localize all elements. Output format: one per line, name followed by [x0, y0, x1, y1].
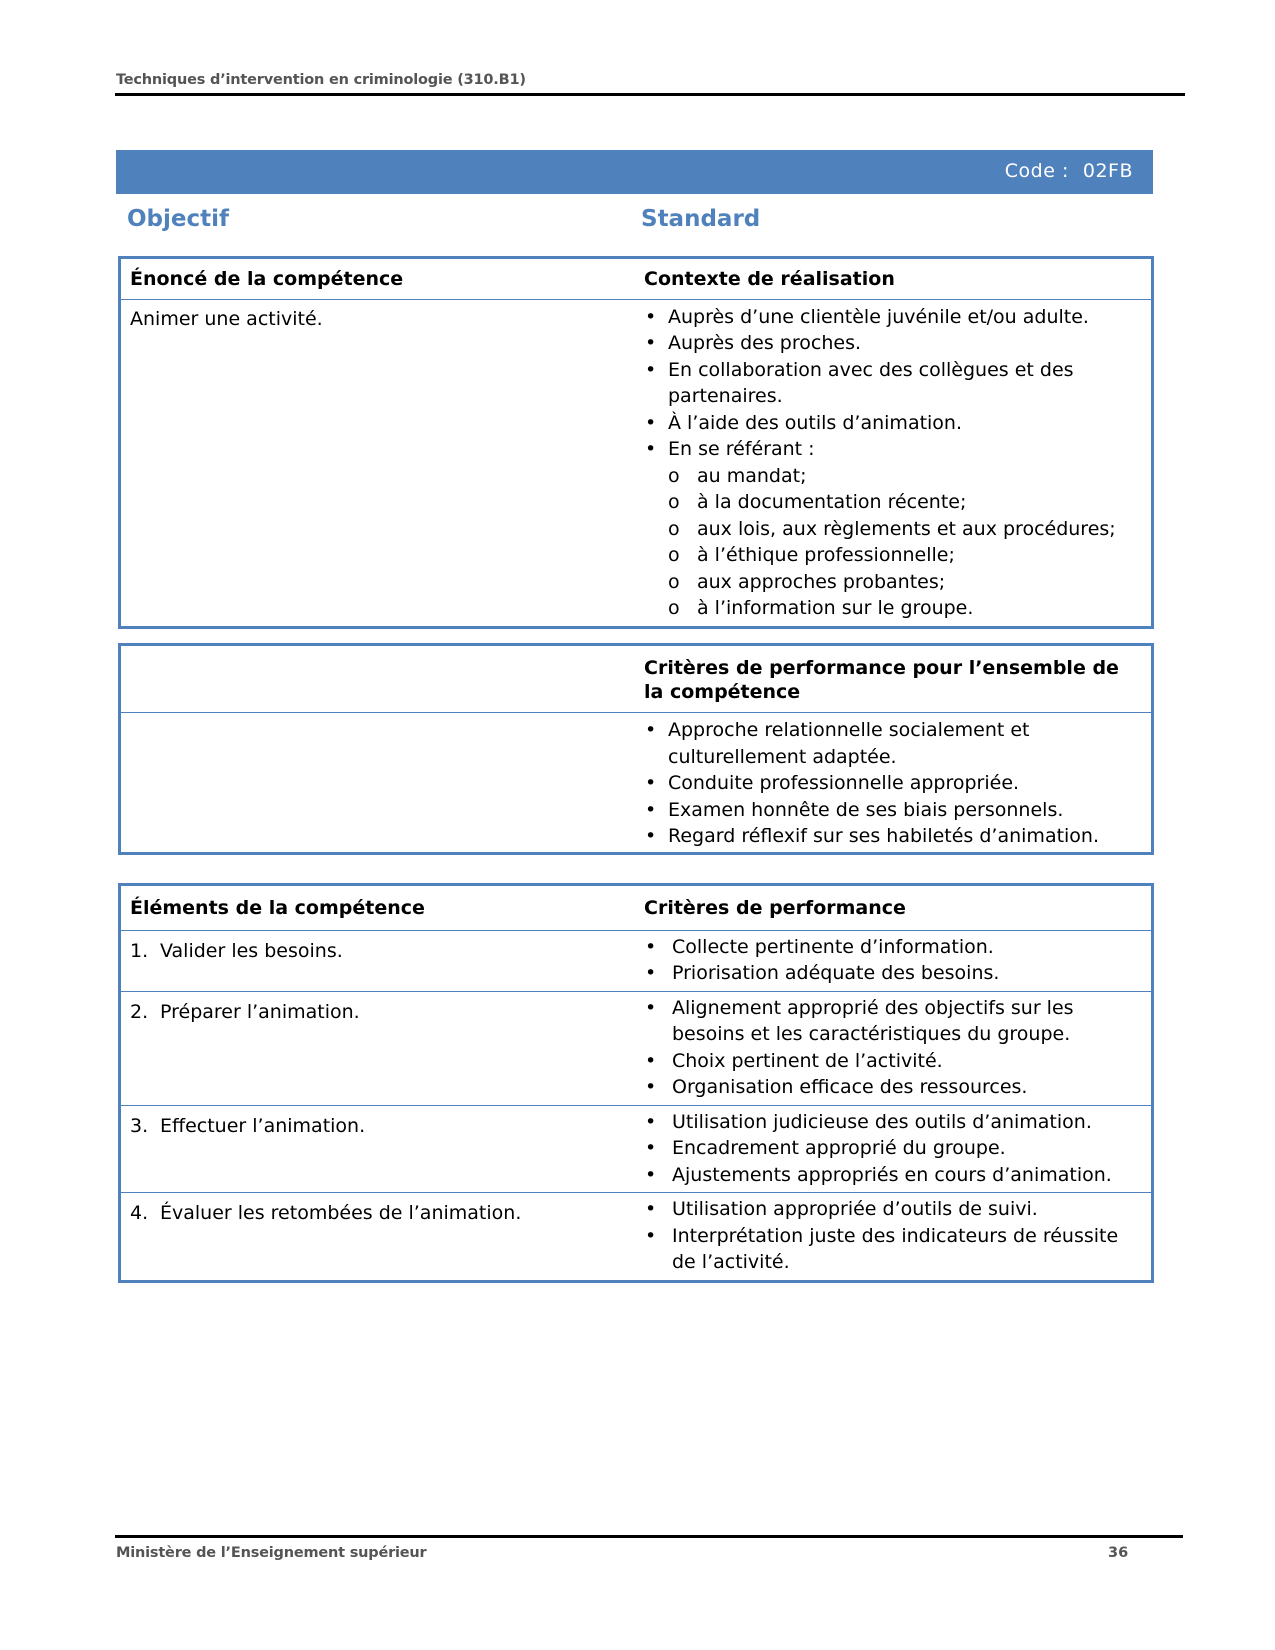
- table-row: [120, 991, 1153, 1105]
- element-number: 1.: [130, 939, 149, 962]
- element-cell: [120, 1193, 637, 1282]
- list-item: • Conduite professionnelle appropriée.: [644, 770, 1141, 797]
- contexte-list: [644, 304, 1141, 622]
- element-number: 2.: [130, 1000, 149, 1023]
- sub-list-item: o à l’information sur le groupe.: [668, 595, 1141, 622]
- criteria-header: Critères de performance: [644, 897, 906, 919]
- list-item-text: En se référant :: [668, 438, 815, 460]
- criteria-list: [644, 995, 1141, 1101]
- code-value: 02FB: [1082, 160, 1133, 182]
- element-cell: [120, 991, 637, 1105]
- footer-publisher: Ministère de l’Enseignement supérieur: [116, 1545, 427, 1561]
- table-row: [120, 713, 1153, 854]
- element-text: Évaluer les retombées de l’animation.: [160, 1202, 522, 1224]
- competency-code: [1005, 160, 1133, 182]
- competence-statement-table: [118, 256, 1154, 629]
- element-number: 3.: [130, 1114, 149, 1137]
- section-heading-standard: Standard: [641, 206, 761, 232]
- sub-list-item: o à la documentation récente;: [668, 489, 1141, 516]
- list-item: • Collecte pertinente d’information.: [644, 934, 1141, 961]
- table-header-row: [120, 645, 1153, 713]
- references-list: [668, 463, 1141, 622]
- elements-criteria-table: [118, 883, 1154, 1283]
- list-item: • Alignement approprié des objectifs sur les besoins et les caractéristiques du groupe.: [644, 995, 1141, 1048]
- page-number: 36: [1108, 1545, 1129, 1561]
- elements-header: Éléments de la compétence: [130, 897, 425, 919]
- list-item: • Choix pertinent de l’activité.: [644, 1048, 1141, 1075]
- sub-list-item: o à l’éthique professionnelle;: [668, 542, 1141, 569]
- list-item: • À l’aide des outils d’animation.: [644, 410, 1141, 437]
- list-item: • Utilisation judicieuse des outils d’animation.: [644, 1109, 1141, 1136]
- criteria-list: [644, 1196, 1141, 1276]
- element-cell: [120, 1105, 637, 1193]
- code-banner: [116, 150, 1153, 194]
- list-item: • Examen honnête de ses biais personnels.: [644, 797, 1141, 824]
- element-number: 4.: [130, 1202, 149, 1224]
- sub-list-item: o au mandat;: [668, 463, 1141, 490]
- list-item: • Auprès d’une clientèle juvénile et/ou adulte.: [644, 304, 1141, 331]
- table-row: [120, 1105, 1153, 1193]
- table-row: [120, 1193, 1153, 1282]
- criteria-list: [644, 1109, 1141, 1189]
- enonce-header: Énoncé de la compétence: [130, 268, 404, 290]
- list-item: • Priorisation adéquate des besoins.: [644, 960, 1141, 987]
- section-heading-objectif: Objectif: [127, 206, 230, 232]
- overall-criteria-header: Critères de performance pour l’ensemble de la compétence: [644, 657, 1119, 703]
- list-item: • Utilisation appropriée d’outils de suivi.: [644, 1196, 1141, 1223]
- list-item: • En collaboration avec des collègues et des partenaires.: [644, 357, 1141, 410]
- element-cell: [120, 930, 637, 991]
- overall-criteria-list: [644, 717, 1141, 850]
- list-item: • Approche relationnelle socialement et culturellement adaptée.: [644, 717, 1141, 770]
- empty-cell: [120, 645, 637, 713]
- criteria-cell: [636, 991, 1153, 1105]
- criteria-cell: [636, 1105, 1153, 1193]
- footer-rule: [115, 1535, 1183, 1538]
- element-text: Préparer l’animation.: [160, 1000, 360, 1023]
- criteria-cell: [636, 930, 1153, 991]
- table-row: [120, 930, 1153, 991]
- criteria-list: [644, 934, 1141, 987]
- sub-list-item: o aux lois, aux règlements et aux procédures;: [668, 516, 1141, 543]
- code-label: Code :: [1004, 160, 1069, 182]
- list-item: • Regard réflexif sur ses habiletés d’animation.: [644, 823, 1141, 850]
- list-item: • Interprétation juste des indicateurs de réussite de l’activité.: [644, 1223, 1141, 1276]
- enonce-text: Animer une activité.: [130, 307, 323, 330]
- list-item: • Ajustements appropriés en cours d’animation.: [644, 1162, 1141, 1189]
- element-text: Valider les besoins.: [160, 939, 343, 962]
- table-header-row: [120, 258, 1153, 300]
- contexte-cell: [636, 299, 1153, 627]
- table-header-row: [120, 885, 1153, 931]
- overall-criteria-cell: [636, 713, 1153, 854]
- list-item: • Auprès des proches.: [644, 330, 1141, 357]
- sub-list-item: o aux approches probantes;: [668, 569, 1141, 596]
- overall-criteria-table: [118, 643, 1154, 855]
- list-item: • Organisation efficace des ressources.: [644, 1074, 1141, 1101]
- contexte-header: Contexte de réalisation: [644, 268, 895, 290]
- empty-cell: [120, 713, 637, 854]
- list-item: [644, 436, 1141, 622]
- list-item: • Encadrement approprié du groupe.: [644, 1135, 1141, 1162]
- criteria-cell: [636, 1193, 1153, 1282]
- page-header-title: Techniques d’intervention en criminologie (310.B1): [116, 72, 526, 88]
- header-rule: [115, 93, 1185, 96]
- table-row: [120, 299, 1153, 627]
- element-text: Effectuer l’animation.: [160, 1114, 366, 1137]
